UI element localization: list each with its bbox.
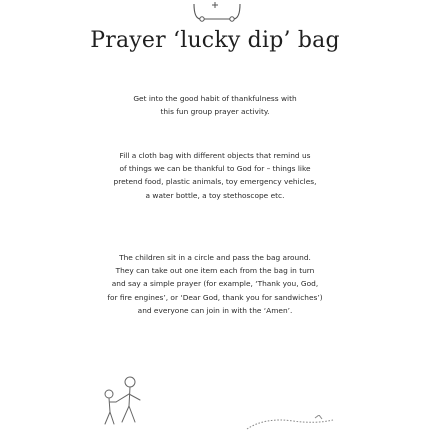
activity-line: and everyone can join in with the ‘Amen’. (137, 305, 293, 315)
activity-paragraph (55, 251, 375, 317)
instructions-line: of things we can be thankful to God for – things like (119, 164, 311, 174)
instructions-line: Fill a cloth bag with different objects that remind us (119, 151, 311, 160)
instructions-line: a water bottle, a toy stethoscope etc. (145, 190, 285, 200)
page-title: Prayer ‘lucky dip’ bag (90, 28, 340, 53)
instructions-paragraph (55, 149, 375, 202)
intro-line: this fun group prayer activity. (160, 107, 270, 117)
activity-line: The children sit in a circle and pass the bag around. (119, 253, 311, 262)
toy-vehicle-doodle-icon (188, 0, 246, 24)
instructions-line: pretend food, plastic animals, toy emergency vehicles, (113, 177, 317, 187)
activity-line: for fire engines’, or ‘Dear God, thank you for sandwiches’) (107, 292, 323, 302)
intro-line: Get into the good habit of thankfulness with (133, 94, 297, 103)
animal-doodle-icon (245, 415, 337, 430)
children-figures-doodle-icon (92, 372, 168, 430)
intro-paragraph (55, 92, 375, 118)
activity-line: and say a simple prayer (for example, ‘Thank you, God, (111, 279, 319, 289)
activity-line: They can take out one item each from the bag in turn (115, 266, 315, 276)
